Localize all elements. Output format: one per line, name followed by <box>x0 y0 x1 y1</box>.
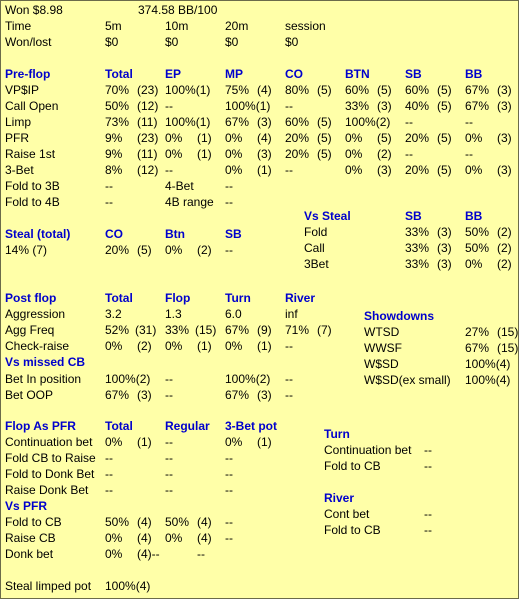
stat-value: 0% <box>465 131 483 145</box>
stat-value: 33% <box>345 99 370 113</box>
stat-value: -- <box>197 547 205 561</box>
stat-value: 0% <box>345 163 363 177</box>
stat-count: (4) <box>257 83 272 97</box>
stat-value: 100%(2) <box>105 372 151 386</box>
stat-count: (5) <box>437 99 452 113</box>
stat-count: (5) <box>317 147 332 161</box>
stat-count: (2) <box>497 225 512 239</box>
4bet-label: 4-Bet <box>165 179 194 193</box>
stat-value: 67% <box>465 99 490 113</box>
stat-count: (3) <box>377 163 392 177</box>
stat-count: (5) <box>377 83 392 97</box>
stat-value: 50% <box>105 99 130 113</box>
stat-value: 100%(2) <box>345 115 391 129</box>
preflop-col-header: CO <box>285 67 303 81</box>
stat-count: (3) <box>497 131 512 145</box>
stat-value: -- <box>105 483 113 497</box>
stat-count: (1) <box>197 147 212 161</box>
stat-count: (11) <box>137 147 158 161</box>
stat-value: -- <box>465 115 473 129</box>
stat-count: (5) <box>437 131 452 145</box>
stat-label: WTSD <box>364 325 400 339</box>
preflop-col-header: MP <box>225 67 243 81</box>
stat-count: (23) <box>137 83 159 97</box>
stat-label: Raise CB <box>5 531 56 545</box>
river-title: River <box>324 491 355 505</box>
stat-count: (5) <box>317 83 332 97</box>
stat-count: (3) <box>257 388 272 402</box>
stat-value: 50% <box>465 241 490 255</box>
stat-value: 0% <box>225 147 243 161</box>
steal-col-header: Btn <box>165 227 185 241</box>
steal-col-header: CO <box>105 227 123 241</box>
vs-pfr-title: Vs PFR <box>5 499 48 513</box>
stat-value: -- <box>424 443 432 457</box>
stat-label: Call <box>304 241 325 255</box>
stat-value: 0% <box>165 147 183 161</box>
time-col-5m: 5m <box>105 19 122 33</box>
stat-value: -- <box>465 147 473 161</box>
stat-value: -- <box>165 163 173 177</box>
stat-value: 0% <box>465 257 483 271</box>
stat-count: (1) <box>197 339 212 353</box>
preflop-col-header: EP <box>165 67 182 81</box>
stat-value: -- <box>165 99 173 113</box>
stat-count: (4) <box>257 131 272 145</box>
stat-value: 20% <box>285 131 310 145</box>
stat-count: (1) <box>257 435 272 449</box>
stat-value: 100%(1) <box>165 83 211 97</box>
stat-value: 70% <box>105 83 130 97</box>
stat-value: -- <box>424 507 432 521</box>
stat-count: (3) <box>497 83 512 97</box>
stat-value: -- <box>405 115 413 129</box>
stat-label: Fold CB to Raise <box>5 451 96 465</box>
turn-title: Turn <box>324 427 350 441</box>
time-col-10m: 10m <box>165 19 189 33</box>
stat-value: 20% <box>105 243 130 257</box>
steal-total: 14% (7) <box>5 243 48 257</box>
stat-value: 67% <box>225 388 250 402</box>
stat-count: (4) <box>197 531 212 545</box>
fold-to-3b-value: -- <box>105 179 113 193</box>
stat-value: 0% <box>225 435 243 449</box>
stat-count: (31) <box>135 323 157 337</box>
stat-value: -- <box>225 515 233 529</box>
stat-value: 100%(1) <box>225 99 271 113</box>
fold-to-4b-value: -- <box>105 195 113 209</box>
stat-value: -- <box>424 523 432 537</box>
wonlost-value: $0 <box>225 35 239 49</box>
stat-value: 71% <box>285 323 310 337</box>
stat-count: (4) <box>137 515 152 529</box>
stat-count: (7) <box>317 323 332 337</box>
stat-label: Fold <box>304 225 328 239</box>
stat-label: Cont bet <box>324 507 370 521</box>
stat-value: -- <box>165 435 173 449</box>
stat-value: 0% <box>225 339 243 353</box>
stat-label: W$SD(ex small) <box>364 373 451 387</box>
stat-count: (1) <box>137 435 152 449</box>
flop-pfr-col-header: Regular <box>165 419 210 433</box>
stat-value: 0% <box>345 131 363 145</box>
stat-value: 33% <box>405 257 430 271</box>
stat-label: Fold to CB <box>324 459 381 473</box>
stat-label: Aggression <box>5 307 66 321</box>
stat-value: 67% <box>225 323 250 337</box>
stat-value: 20% <box>405 163 430 177</box>
stat-value: 67% <box>225 115 250 129</box>
stat-value: 100%(4) <box>465 357 511 371</box>
stat-value: 0% <box>165 131 183 145</box>
stat-value: -- <box>225 467 233 481</box>
stat-value: 33% <box>405 241 430 255</box>
stat-count: (12) <box>137 99 159 113</box>
stat-value: 100%(4) <box>465 373 511 387</box>
vs-missed-cb-title: Vs missed CB <box>5 355 86 369</box>
steal-limped-pot-value: 100%(4) <box>105 579 151 593</box>
stat-value: 75% <box>225 83 250 97</box>
stat-value: 0% <box>105 547 123 561</box>
stat-count: (5) <box>317 131 332 145</box>
stat-label: Raise Donk Bet <box>5 483 89 497</box>
stat-count: (2) <box>377 147 392 161</box>
stat-value: 80% <box>285 83 310 97</box>
showdowns-title: Showdowns <box>364 309 434 323</box>
stat-label: Donk bet <box>5 547 54 561</box>
stat-value: 0% <box>225 163 243 177</box>
stat-value: 60% <box>405 83 430 97</box>
stat-count: (3) <box>437 225 452 239</box>
stat-label: WWSF <box>364 341 402 355</box>
won-amount: Won $8.98 <box>5 3 63 17</box>
stat-value: 0% <box>105 339 123 353</box>
stat-label: 3Bet <box>304 257 329 271</box>
stat-count: (4) <box>197 515 212 529</box>
stat-count: (15) <box>195 323 217 337</box>
stat-label: Continuation bet <box>324 443 412 457</box>
stat-label: Raise 1st <box>5 147 56 161</box>
stat-label: Check-raise <box>5 339 70 353</box>
stat-value: 0% <box>105 435 123 449</box>
stat-value: 52% <box>105 323 130 337</box>
postflop-col-header: Flop <box>165 291 191 305</box>
stat-value: 50% <box>105 515 130 529</box>
flop-as-pfr-title: Flop As PFR <box>5 419 76 433</box>
stat-value: 50% <box>465 225 490 239</box>
stat-label: Call Open <box>5 99 59 113</box>
time-label: Time <box>5 19 32 33</box>
vs-steal-title: Vs Steal <box>304 209 351 223</box>
stat-value: -- <box>285 339 293 353</box>
4b-range-label: 4B range <box>165 195 214 209</box>
stat-count: (5) <box>437 83 452 97</box>
preflop-col-header: SB <box>405 67 422 81</box>
stat-label: Continuation bet <box>5 435 93 449</box>
fold-to-4b-label: Fold to 4B <box>5 195 60 209</box>
stat-label: W$SD <box>364 357 399 371</box>
flop-pfr-col-header: Total <box>105 419 133 433</box>
stat-value: -- <box>405 147 413 161</box>
postflop-col-header: Total <box>105 291 133 305</box>
stat-label: Fold to Donk Bet <box>5 467 95 481</box>
stat-value: inf <box>285 307 298 321</box>
stat-count: (3) <box>257 115 272 129</box>
stat-count: (5) <box>377 131 392 145</box>
stat-value: 50% <box>165 515 190 529</box>
preflop-title: Pre-flop <box>5 67 51 81</box>
time-col-session: session <box>285 19 326 33</box>
stat-value: 60% <box>345 83 370 97</box>
stat-value: 73% <box>105 115 130 129</box>
stat-label: Fold to CB <box>5 515 62 529</box>
stat-label: Agg Freq <box>5 323 55 337</box>
wonlost-value: $0 <box>285 35 299 49</box>
stat-value: 0% <box>165 243 183 257</box>
stat-value: -- <box>225 531 233 545</box>
fold-to-3b-label: Fold to 3B <box>5 179 60 193</box>
stat-count: (3) <box>437 241 452 255</box>
stat-value: -- <box>105 451 113 465</box>
stat-count: (2) <box>197 243 212 257</box>
postflop-col-header: Turn <box>225 291 251 305</box>
4b-range-value: -- <box>225 195 233 209</box>
stat-value: 100%(1) <box>165 115 211 129</box>
stat-value: -- <box>165 388 173 402</box>
stat-value: 40% <box>405 99 430 113</box>
stat-count: (4) <box>137 531 152 545</box>
steal-limped-pot-label: Steal limped pot <box>5 579 92 593</box>
preflop-col-header: Total <box>105 67 133 81</box>
stat-value: 33% <box>165 323 190 337</box>
stat-count: (12) <box>137 163 159 177</box>
stat-value: 9% <box>105 147 123 161</box>
stat-label: VP$IP <box>5 83 40 97</box>
stat-label: PFR <box>5 131 29 145</box>
preflop-col-header: BB <box>465 67 483 81</box>
preflop-col-header: BTN <box>345 67 370 81</box>
stat-value: -- <box>105 467 113 481</box>
stat-count: (9) <box>257 323 272 337</box>
stat-count: (5) <box>137 243 152 257</box>
4bet-value: -- <box>225 179 233 193</box>
wonlost-value: $0 <box>105 35 119 49</box>
wonlost-value: $0 <box>165 35 179 49</box>
stat-value: 20% <box>405 131 430 145</box>
stat-count: (2) <box>137 339 152 353</box>
stat-value: -- <box>285 388 293 402</box>
stat-value: 100%(2) <box>225 372 271 386</box>
stat-count: (3) <box>497 163 512 177</box>
stat-value: -- <box>165 467 173 481</box>
stat-count: (15) <box>497 325 519 339</box>
stat-label: Bet In position <box>5 372 82 386</box>
stat-value: 0% <box>465 163 483 177</box>
stat-count: (3) <box>257 147 272 161</box>
stat-count: (11) <box>137 115 158 129</box>
stat-value: -- <box>285 372 293 386</box>
bb-per-100: 374.58 BB/100 <box>138 3 218 17</box>
stat-count: (1) <box>257 163 272 177</box>
stat-value: 3.2 <box>105 307 122 321</box>
stat-value: 6.0 <box>225 307 242 321</box>
stat-value: 0% <box>165 531 183 545</box>
flop-pfr-col-header: 3-Bet pot <box>225 419 277 433</box>
stat-value: 1.3 <box>165 307 182 321</box>
stat-value: -- <box>225 451 233 465</box>
stat-count: (3) <box>137 388 152 402</box>
postflop-title: Post flop <box>5 291 57 305</box>
stat-value: 67% <box>465 83 490 97</box>
stat-value: -- <box>285 99 293 113</box>
stat-label: Fold to CB <box>324 523 381 537</box>
stat-value: 8% <box>105 163 123 177</box>
stat-count: (15) <box>497 341 519 355</box>
stat-value: 0% <box>225 131 243 145</box>
stat-value: 20% <box>285 147 310 161</box>
stat-label: Limp <box>5 115 32 129</box>
stat-value: 0% <box>165 339 183 353</box>
stat-value: 67% <box>105 388 130 402</box>
stat-count: (3) <box>437 257 452 271</box>
stat-value: 27% <box>465 325 490 339</box>
vs-steal-col-header: BB <box>465 209 483 223</box>
stat-value: -- <box>424 459 432 473</box>
postflop-col-header: River <box>285 291 316 305</box>
steal-col-header: SB <box>225 227 242 241</box>
stat-count: (23) <box>137 131 159 145</box>
wonlost-label: Won/lost <box>5 35 52 49</box>
stat-value: -- <box>285 163 293 177</box>
stat-value: -- <box>225 483 233 497</box>
stat-value: 0% <box>105 531 123 545</box>
stat-value: -- <box>165 372 173 386</box>
time-col-20m: 20m <box>225 19 249 33</box>
stat-count: (2) <box>497 257 512 271</box>
stat-count: (5) <box>317 115 332 129</box>
stat-count: (3) <box>377 99 392 113</box>
stat-value: -- <box>225 243 233 257</box>
stat-count: (1) <box>197 131 212 145</box>
stat-count: (5) <box>437 163 452 177</box>
stat-count: (1) <box>257 339 272 353</box>
stat-value: -- <box>165 483 173 497</box>
steal-title: Steal (total) <box>5 227 71 241</box>
stat-value: 0% <box>345 147 363 161</box>
stat-value: 9% <box>105 131 123 145</box>
stat-value: 33% <box>405 225 430 239</box>
vs-steal-col-header: SB <box>405 209 422 223</box>
stat-count: (4)-- <box>137 547 160 561</box>
stat-value: -- <box>165 451 173 465</box>
stat-count: (2) <box>497 241 512 255</box>
stat-count: (3) <box>497 99 512 113</box>
stat-value: 67% <box>465 341 490 355</box>
stat-value: 60% <box>285 115 310 129</box>
stat-label: 3-Bet <box>5 163 34 177</box>
stat-label: Bet OOP <box>5 388 54 402</box>
